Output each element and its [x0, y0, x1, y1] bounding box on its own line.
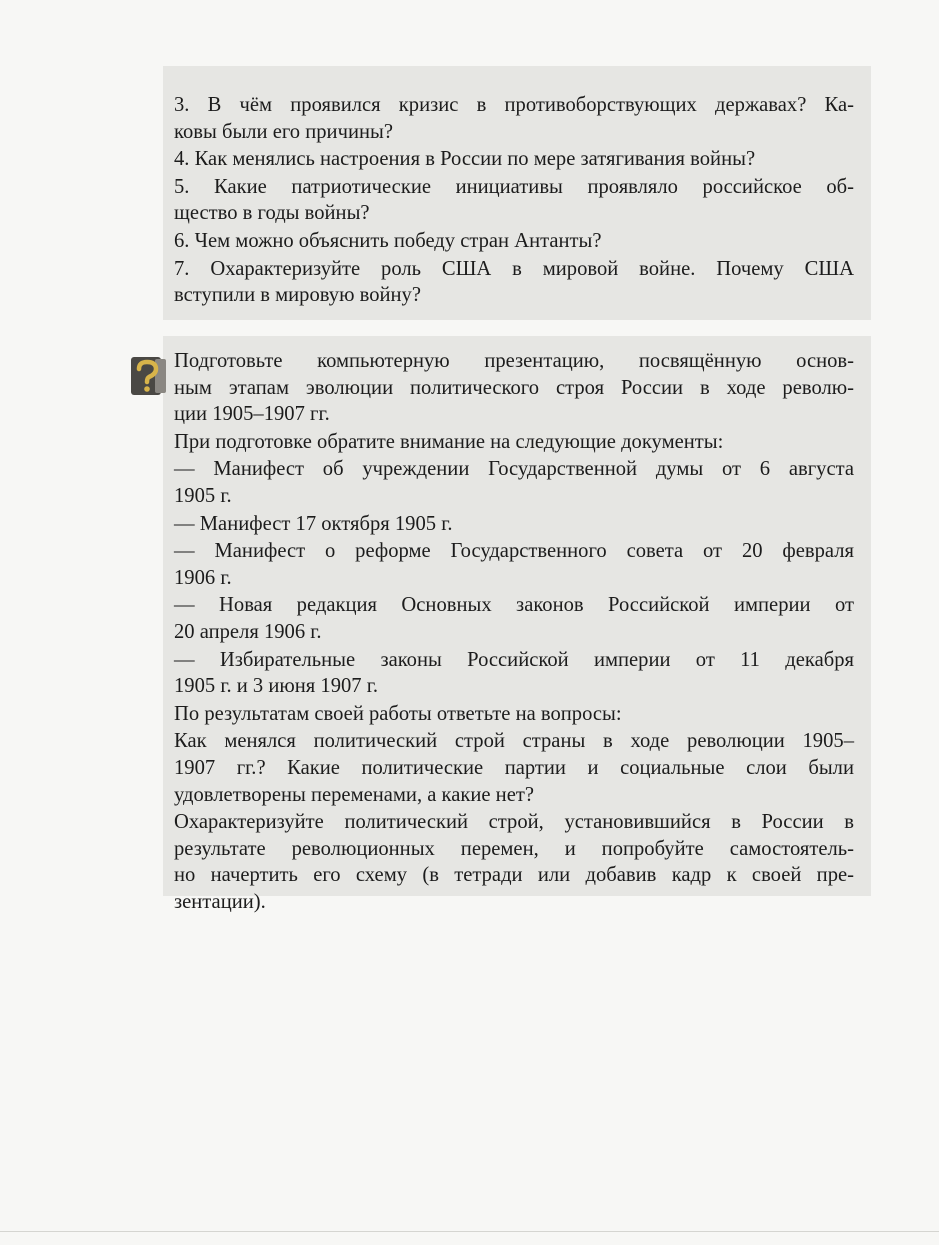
text-line: зентации).: [174, 890, 266, 913]
text-line: 7. Охарактеризуйте роль США в мировой войне. Почему США: [174, 257, 854, 280]
text-line: — Манифест о реформе Государственного совета от 20 февраля: [174, 540, 854, 563]
presentation-task: [174, 348, 854, 915]
text-line: По результатам своей работы ответьте на вопросы:: [174, 702, 622, 725]
question-mark-icon: [130, 356, 168, 396]
text-line: 20 апреля 1906 г.: [174, 620, 322, 643]
text-line: 1907 гг.? Какие политические партии и социальные слои были: [174, 756, 854, 779]
task-paragraph: [174, 809, 854, 915]
text-line: — Избирательные законы Российской империи от 11 декабря: [174, 648, 854, 671]
task-paragraph: [174, 647, 854, 700]
text-line: — Новая редакция Основных законов Российской империи от: [174, 594, 854, 617]
task-paragraph: [174, 348, 854, 428]
text-line: 3. В чём проявился кризис в противоборствующих державах? Ка-: [174, 94, 854, 116]
text-line: Охарактеризуйте политический строй, установившийся в России в: [174, 811, 854, 834]
text-line: щество в годы войны?: [174, 202, 370, 225]
text-line: 5. Какие патриотические инициативы проявляло российское об-: [174, 175, 854, 198]
text-line: 1905 г.: [174, 484, 232, 507]
task-paragraph: [174, 538, 854, 591]
page-edge-line: [0, 1231, 939, 1232]
question-item: [174, 174, 854, 227]
question-item: [174, 228, 854, 255]
text-line: 4. Как менялись настроения в России по мере затягивания войны?: [174, 148, 756, 171]
task-paragraph: [174, 592, 854, 645]
text-line: 1905 г. и 3 июня 1907 г.: [174, 675, 379, 698]
task-paragraph: [174, 701, 854, 728]
text-line: ным этапам эволюции политического строя России в ходе револю-: [174, 376, 854, 399]
text-line: — Манифест об учреждении Государственной думы от 6 августа: [174, 458, 854, 481]
task-paragraph: [174, 728, 854, 808]
text-line: Подготовьте компьютерную презентацию, посвящённую основ-: [174, 350, 854, 372]
text-line: ции 1905–1907 гг.: [174, 403, 330, 426]
question-item: [174, 92, 854, 145]
task-paragraph: [174, 429, 854, 456]
question-item: [174, 146, 854, 173]
text-line: ковы были его причины?: [174, 120, 393, 143]
review-questions: [174, 92, 854, 309]
question-item: [174, 256, 854, 309]
text-line: 1906 г.: [174, 566, 232, 589]
task-paragraph: [174, 511, 854, 538]
task-paragraph: [174, 456, 854, 509]
text-line: результате революционных перемен, и попробуйте самостоятель-: [174, 837, 854, 860]
text-line: При подготовке обратите внимание на следующие документы:: [174, 430, 724, 453]
text-line: — Манифест 17 октября 1905 г.: [174, 512, 453, 535]
text-line: Как менялся политический строй страны в ходе революции 1905–: [174, 730, 854, 753]
text-line: вступили в мировую войну?: [174, 284, 421, 307]
text-line: но начертить его схему (в тетради или добавив кадр к своей пре-: [174, 864, 854, 887]
text-line: удовлетворены переменами, а какие нет?: [174, 783, 534, 806]
text-line: 6. Чем можно объяснить победу стран Антанты?: [174, 229, 602, 252]
